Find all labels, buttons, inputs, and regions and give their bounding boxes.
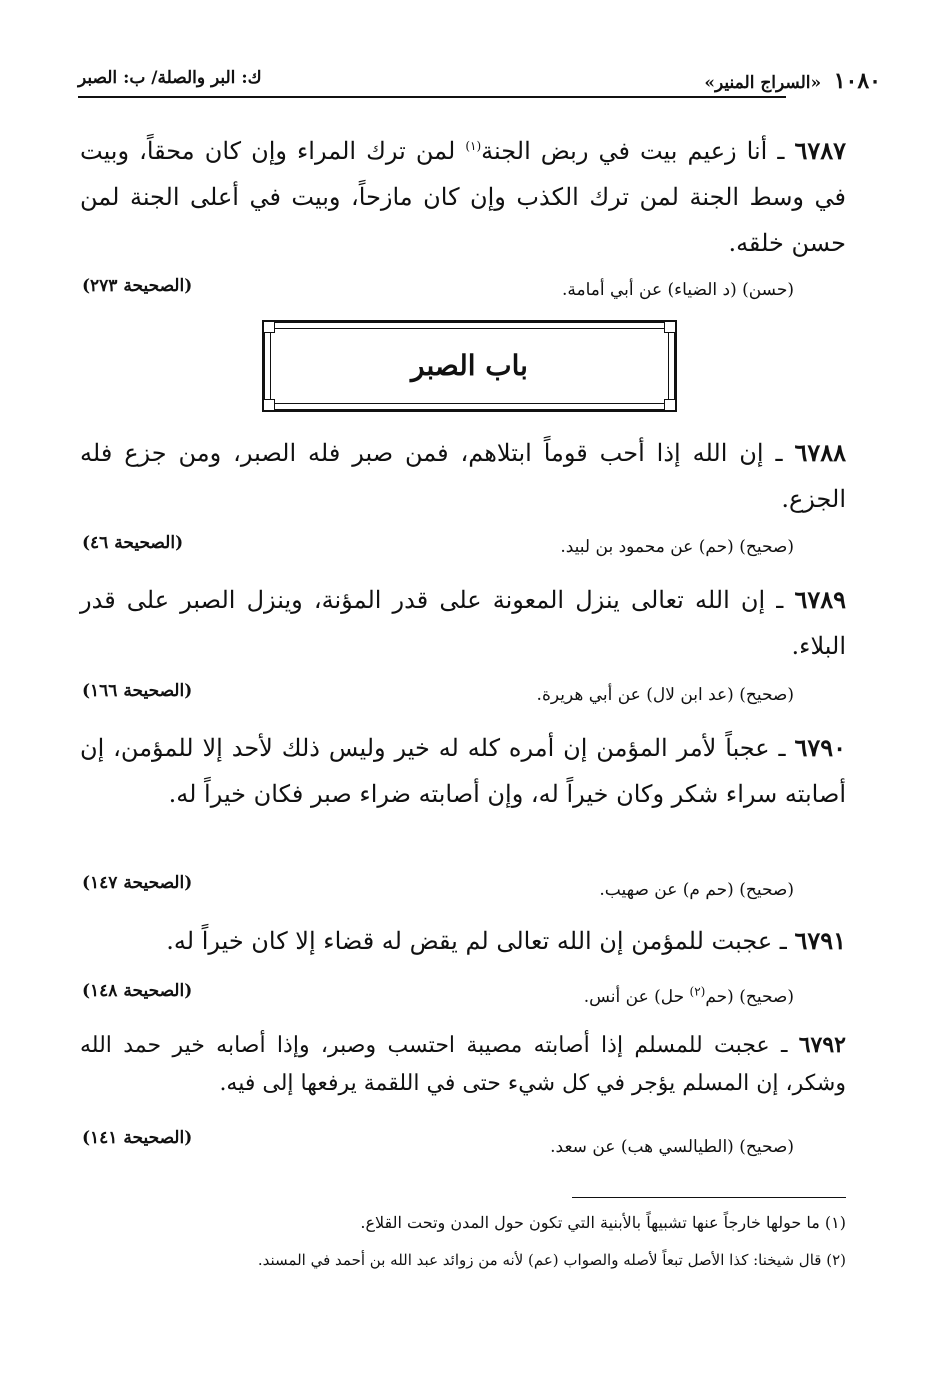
footnote-1 xyxy=(70,1213,846,1232)
hadith-reference: (الصحيحة ٢٧٣) xyxy=(82,276,193,296)
header-rule xyxy=(78,96,786,98)
footnote-separator xyxy=(572,1197,846,1198)
hadith-number: ٦٧٨٩ xyxy=(794,585,846,614)
hadith-grade: (صحيح) (حم م) عن صهيب. xyxy=(599,880,794,900)
hadith-text: عجباً لأمر المؤمن إن أمره كله له خير وليس ذلك لأحد إلا للمؤمن، إن أصابته سراء شكر وكان خيراً له، وإن أصابته ضراء صبر فكان خيراً له. xyxy=(80,734,846,808)
hadith-text: أنا زعيم بيت في ربض الجنة xyxy=(481,137,768,165)
footnote-marker[interactable]: (٢) xyxy=(689,984,706,999)
hadith-6790: ٦٧٩٠ ـ عجباً لأمر المؤمن إن أمره كله له خير وليس ذلك لأحد إلا للمؤمن، إن أصابته سراء شكر وكان خيراً له، وإن أصابته ضراء صبر فكان خيراً له. xyxy=(80,733,846,808)
footnote-marker[interactable]: (١) xyxy=(465,139,482,153)
hadith-6792: ٦٧٩٢ ـ عجبت للمسلم إذا أصابته مصيبة احتسب وصبر، وإذا أصابه خير حمد الله وشكر، إن المسلم يؤجر في كل شيء حتى في اللقمة يرفعها إلى فيه. xyxy=(80,1032,846,1096)
hadith-grade xyxy=(583,984,794,1007)
hadith-grade: (حسن) (د الضياء) عن أبي أمامة. xyxy=(561,280,794,300)
hadith-number: ٦٧٨٧ xyxy=(794,136,847,165)
grade-text-cont: حل) عن أنس. xyxy=(583,987,690,1007)
footnote-2 xyxy=(70,1251,846,1269)
hadith-number: ٦٧٨٨ xyxy=(794,438,846,467)
hadith-reference: (الصحيحة ١٦٦) xyxy=(82,681,193,701)
hadith-reference: (الصحيحة ٤٦) xyxy=(82,533,184,553)
hadith-grade: (صحيح) (عد ابن لال) عن أبي هريرة. xyxy=(536,685,794,705)
hadith-text: إن الله تعالى ينزل المعونة على قدر المؤنة، وينزل الصبر على قدر البلاء. xyxy=(80,586,846,660)
running-header xyxy=(78,64,881,104)
footnote-mark: (٢) xyxy=(826,1251,846,1269)
hadith-6791: ٦٧٩١ ـ عجبت للمؤمن إن الله تعالى لم يقض له قضاء إلا كان خيراً له. xyxy=(166,926,846,955)
frame-corner xyxy=(664,321,676,333)
hadith-6787: ٦٧٨٧ ـ أنا زعيم بيت في ربض الجنة$^{(١)}$ لمن ترك المراء وإن كان محقاً، وبيت في وسط الجنة لمن ترك الكذب وإن كان مازحاً، وبيت في أعلى الجنة لمن حسن خلقه. xyxy=(80,136,847,257)
hadith-text-cont: لمن ترك المراء وإن كان محقاً، وبيت في وسط الجنة لمن ترك الكذب وإن كان مازحاً، وبيت في أعلى الجنة لمن حسن خلقه. xyxy=(80,137,846,257)
hadith-number: ٦٧٩١ xyxy=(794,926,846,955)
header-right xyxy=(704,68,881,94)
footnote-mark: (١) xyxy=(824,1213,846,1232)
hadith-number: ٦٧٩٠ xyxy=(794,733,846,762)
frame-corner xyxy=(263,399,275,411)
page-number: ١٠٨٠ xyxy=(833,68,881,94)
hadith-number: ٦٧٩٢ xyxy=(798,1032,846,1058)
hadith-reference: (الصحيحة ١٤٧) xyxy=(82,873,193,893)
frame-corner xyxy=(664,399,676,411)
hadith-text: عجبت للمسلم إذا أصابته مصيبة احتسب وصبر، وإذا أصابه خير حمد الله وشكر، إن المسلم يؤجر في كل شيء حتى في اللقمة يرفعها إلى فيه. xyxy=(80,1033,846,1096)
hadith-6789: ٦٧٨٩ ـ إن الله تعالى ينزل المعونة على قدر المؤنة، وينزل الصبر على قدر البلاء. xyxy=(80,585,846,660)
hadith-6788: ٦٧٨٨ ـ إن الله إذا أحب قوماً ابتلاهم، فمن صبر فله الصبر، ومن جزع فله الجزع. xyxy=(80,438,846,513)
chapter-heading-frame xyxy=(262,320,677,412)
hadith-text: إن الله إذا أحب قوماً ابتلاهم، فمن صبر فله الصبر، ومن جزع فله الجزع. xyxy=(80,439,846,513)
footnote-text: قال شيخنا: كذا الأصل تبعاً لأصله والصواب (عم) لأنه من زوائد عبد الله بن أحمد في المسند. xyxy=(257,1251,822,1269)
hadith-reference: (الصحيحة ١٤٨) xyxy=(82,981,193,1001)
frame-corner xyxy=(263,321,275,333)
footnote-text: ما حولها خارجاً عنها تشبيهاً بالأبنية التي تكون حول المدن وتحت القلاع. xyxy=(360,1213,820,1232)
hadith-text: عجبت للمؤمن إن الله تعالى لم يقض له قضاء إلا كان خيراً له. xyxy=(166,927,773,955)
hadith-reference: (الصحيحة ١٤١) xyxy=(82,1128,193,1148)
hadith-grade: (صحيح) (حم) عن محمود بن لبيد. xyxy=(560,537,794,557)
hadith-grade: (صحيح) (الطيالسي هب) عن سعد. xyxy=(550,1137,794,1157)
chapter-title: باب الصبر xyxy=(411,349,528,382)
section-title: ك: البر والصلة/ ب: الصبر xyxy=(78,68,262,88)
book-title: «السراج المنير» xyxy=(704,73,822,93)
grade-text: (صحيح) (حم xyxy=(705,987,794,1007)
